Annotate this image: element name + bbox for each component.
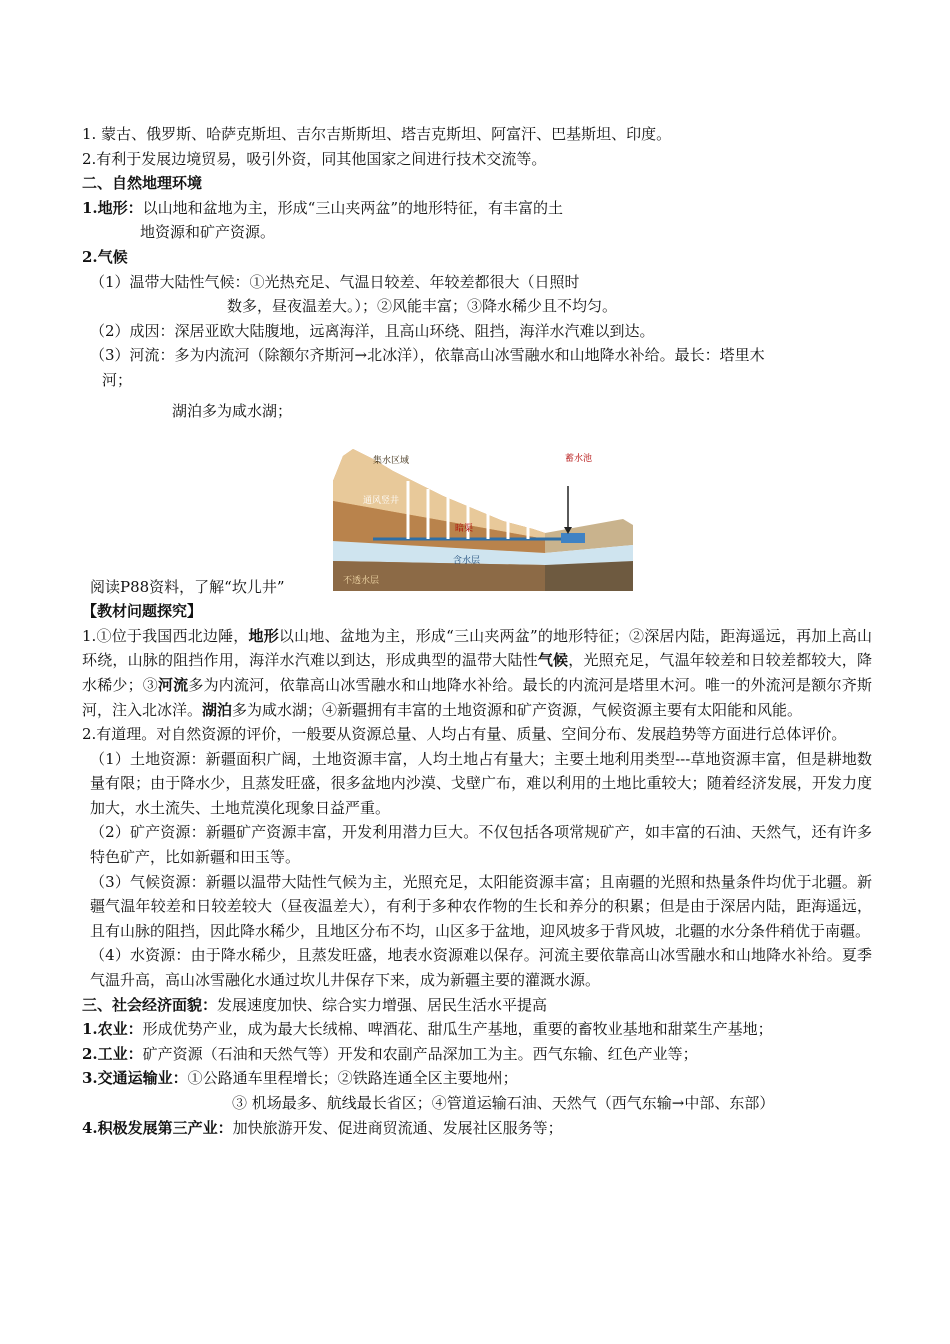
label-canal: 暗渠 (455, 524, 474, 535)
text-line: （2）成因：深居亚欧大陆腹地，远离海洋，且高山环绕、阻挡，海洋水汽难以到达。 (90, 321, 655, 340)
label-catchment: 集水区域 (373, 456, 410, 467)
service-text: 加快旅游开发、促进商贸流通、发展社区服务等； (232, 1118, 563, 1137)
text-line: 湖泊多为咸水湖； (172, 401, 293, 420)
document-page (82, 122, 872, 1140)
label-impervious: 不透水层 (343, 576, 380, 587)
answer-1-text: ，光照充足，气温年较差和日较差都较大，降水稀少；③ (82, 651, 872, 694)
industry-text: 矿产资源（石油和天然气等）开发和农副产品深加工为主。西气东输、红色产业等； (142, 1044, 698, 1063)
section-text: 发展速度加快、综合实力增强、居民生活水平提高 (217, 995, 548, 1014)
service-line (82, 1116, 872, 1141)
transport-heading: 3.交通运输业： (82, 1069, 188, 1088)
answer-1-text: 以山地、盆地为主，形成“三山夹两盆”的地形特征；②深居内陆，距海遥远，再加上高山环绕，山脉的阻挡作用，海洋水汽难以到达，形成典型的温带大陆性 (82, 626, 872, 670)
answer-2-land: （1）土地资源：新疆面积广阔，土地资源丰富，人均土地占有量大；主要土地利用类型---草地资源丰富，但是耕地数量有限；由于降水少，且蒸发旺盛，很多盆地内沙漠、戈壁广布，难以利用的土地比重较大；随着经济发展，开发力度加大，水土流失、土地荒漠化现象日益严重。 (90, 749, 872, 817)
keyword: 气候 (537, 651, 569, 670)
answer-1-text: 多为内流河，依靠高山冰雪融水和山地降水补给。最长的内流河是塔里木河。唯一的外流河是额尔齐斯河，注入北冰洋。 (82, 675, 872, 719)
transport-text: ①公路通车里程增长；②铁路连通全区主要地州； (187, 1069, 518, 1088)
answer-1 (82, 624, 872, 722)
text-line: （3）河流：多为内流河（除额尔齐斯河→北冰洋），依靠高山冰雪融水和山地降水补给。最长：塔里木 (90, 346, 765, 365)
section-3-line (82, 993, 872, 1018)
text-line: （1）温带大陆性气候：①光热充足、气温日较差、年较差都很大（日照时 (90, 272, 580, 291)
agri-line (82, 1017, 872, 1042)
agri-text: 形成优势产业，成为最大长绒棉、啤酒花、甜瓜生产基地，重要的畜牧业基地和甜菜生产基地； (142, 1020, 773, 1039)
answer-2-intro: 2.有道理。对自然资源的评价，一般要从资源总量、人均占有量、质量、空间分布、发展趋势等方面进行总体评价。 (82, 725, 847, 744)
label-pool: 蓄水池 (565, 454, 593, 465)
industry-heading: 2.工业： (82, 1044, 143, 1063)
section-heading: 三、社会经济面貌： (82, 995, 218, 1014)
section-heading: 二、自然地理环境 (82, 174, 203, 193)
answer-2-water: （4）水资源：由于降水稀少，且蒸发旺盛，地表水资源难以保存。河流主要依靠高山冰雪融水和山地降水补给。夏季气温升高，高山冰雪融化水通过坎儿井保存下来，成为新疆主要的灌溉水源。 (90, 946, 872, 990)
answer-2-mineral: （2）矿产资源：新疆矿产资源丰富，开发利用潜力巨大。不仅包括各项常规矿产，如丰富的石油、天然气，还有许多特色矿产，比如新疆和田玉等。 (90, 823, 872, 867)
climate-heading: 2.气候 (82, 247, 128, 266)
text-line: 数多，昼夜温差大。）；②风能丰富；③降水稀少且不均匀。 (227, 297, 618, 316)
answer-2-climate: （3）气候资源：新疆以温带大陆性气候为主，光照充足，太阳能资源丰富；且南疆的光照和热量条件均优于北疆。新疆气温年较差和日较差较大（昼夜温差大），有利于多种农作物的生长和养分的积累；但是由于深居内陆，距海遥远，且有山脉的阻挡，因此降水稀少，且地区分布不均，山区多于盆地，迎风坡多于背风坡，北疆的水分条件稍优于南疆。 (90, 872, 872, 940)
service-heading: 4.积极发展第三产业： (82, 1118, 233, 1137)
text-line: 河； (102, 370, 133, 389)
keyword: 河流 (157, 675, 189, 694)
figure-row (82, 441, 872, 599)
transport-line-2: ③ 机场最多、航线最长省区；④管道运输石油、天然气（西气东输→中部、东部） (232, 1094, 775, 1112)
terrain-heading: 1.地形： (82, 198, 143, 217)
industry-line (82, 1042, 872, 1067)
label-shaft: 通风竖井 (363, 496, 400, 507)
terrain-line (82, 196, 872, 221)
text-line: 地资源和矿产资源。 (140, 223, 276, 242)
terrain-text: 以山地和盆地为主，形成“三山夹两盆”的地形特征，有丰富的土 (142, 198, 564, 217)
keyword: 地形 (248, 626, 279, 645)
agri-heading: 1.农业： (82, 1020, 143, 1039)
explore-heading: 【教材问题探究】 (82, 602, 203, 621)
answer-1-text: 多为咸水湖；④新疆拥有丰富的土地资源和矿产资源，气候资源主要有太阳能和风能。 (232, 700, 803, 719)
text-line: 2.有利于发展边境贸易，吸引外资，同其他国家之间进行技术交流等。 (82, 149, 547, 168)
transport-line (82, 1066, 872, 1091)
figure-caption: 阅读P88资料，了解“坎儿井” (90, 577, 285, 596)
answer-1-text: 1.①位于我国西北边陲， (82, 626, 249, 645)
text-line: 1. 蒙古、俄罗斯、哈萨克斯坦、吉尔吉斯斯坦、塔吉克斯坦、阿富汗、巴基斯坦、印度。 (82, 125, 672, 143)
label-aquifer: 含水层 (453, 556, 481, 567)
karez-diagram (333, 441, 633, 591)
keyword: 湖泊 (202, 700, 233, 719)
